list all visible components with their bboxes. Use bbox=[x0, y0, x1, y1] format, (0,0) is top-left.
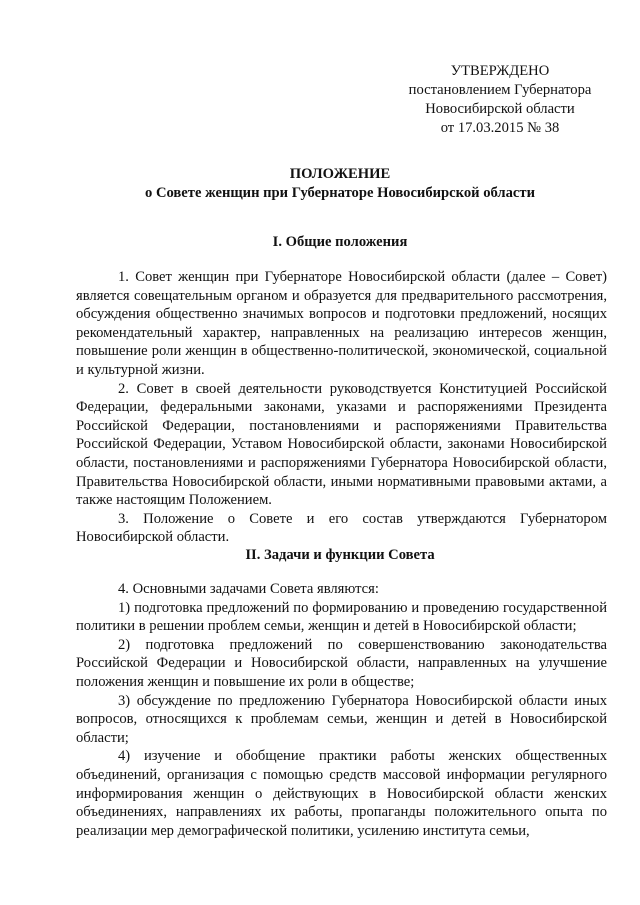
section-2-heading: II. Задачи и функции Совета bbox=[245, 547, 435, 563]
document-title-main: ПОЛОЖЕНИЕ bbox=[289, 166, 391, 182]
paragraph-3: 3. Положение о Совете и его состав утверждаются Губернатором Новосибирской области. bbox=[76, 510, 607, 546]
paragraph-2: 2. Совет в своей деятельности руководствуется Конституцией Российской Федерации, федеральными законами, указами и распоряжениями Президента Российской Федерации, постановлениями и распоряжениями Правительства Российской Федерации, Уставом Новосибирской области, законами Новосибирской области, постановлениями и распоряжениями Губернатора Новосибирской области, Правительства Новосибирской области, иными нормативными правовыми актами, а также настоящим Положением. bbox=[76, 380, 607, 509]
document-title-sub: о Совете женщин при Губернаторе Новосибирской области bbox=[145, 185, 535, 201]
paragraph-1: 1. Совет женщин при Губернаторе Новосибирской области (далее – Совет) является совещательным органом и образуется для предварительного рассмотрения, обсуждения общественно значимых вопросов и подготовки предложений, носящих рекомендательный характер, направленных на реализацию интересов женщин, повышение роли женщин в общественно-политической, экономической, социальной и культурной жизни. bbox=[76, 269, 607, 378]
approval-stamp bbox=[380, 62, 620, 138]
paragraph-4: 4. Основными задачами Совета являются: bbox=[118, 581, 379, 597]
list-item-4: 4) изучение и обобщение практики работы женских общественных объединений, организация с помощью средств массовой информации регулярного информирования женщин о действующих в Новосибирской области женских объединениях, направлениях их работы, пропаганды положительного опыта по реализации мер демографической политики, усилению института семьи, bbox=[76, 748, 607, 839]
section-2-body bbox=[76, 580, 607, 840]
approval-by: постановлением Губернатора bbox=[408, 82, 592, 98]
approval-region: Новосибирской области bbox=[425, 101, 575, 117]
approval-date: от 17.03.2015 № 38 bbox=[440, 120, 560, 136]
list-item-3: 3) обсуждение по предложению Губернатора Новосибирской области иных вопросов, относящихся к проблемам семьи, женщин и детей в Новосибирской области; bbox=[76, 692, 607, 746]
section-1-body bbox=[76, 268, 607, 547]
approval-title: УТВЕРЖДЕНО bbox=[450, 63, 550, 79]
list-item-1: 1) подготовка предложений по формированию и проведению государственной политики в решении проблем семьи, женщин и детей в Новосибирской области; bbox=[76, 599, 607, 635]
section-1-heading: I. Общие положения bbox=[272, 234, 408, 250]
document-title bbox=[60, 165, 620, 203]
list-item-2: 2) подготовка предложений по совершенствованию законодательства Российской Федерации и Новосибирской области, направленных на улучшение положения женщин и повышение их роли в обществе; bbox=[76, 636, 607, 690]
